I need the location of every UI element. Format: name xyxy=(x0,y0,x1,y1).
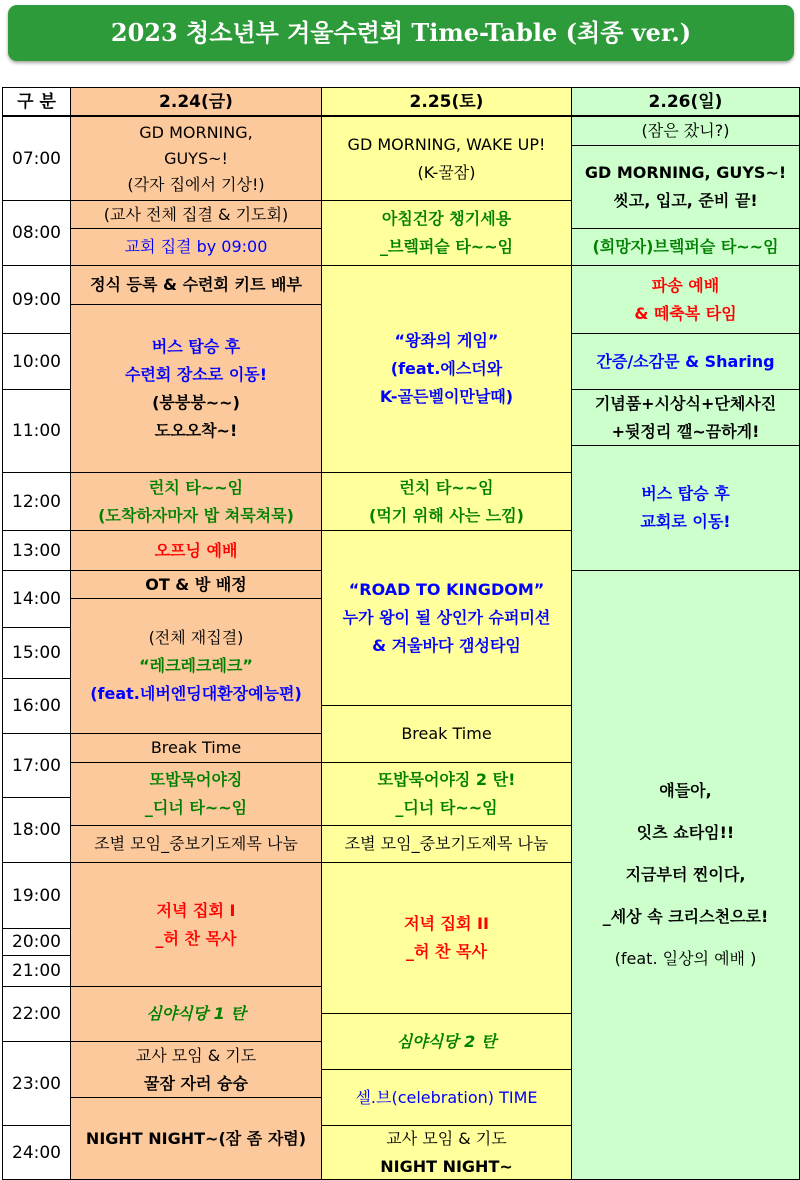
cell-line: _허 찬 목사 xyxy=(156,925,237,953)
cell-line: 조별 모임_중보기도제목 나눔 xyxy=(94,830,298,858)
day1-c13 xyxy=(70,862,322,987)
cell-line: (먹기 위해 사는 느낌) xyxy=(369,502,524,530)
cell-line: 얘들아, xyxy=(659,770,711,812)
cell-line: Break Time xyxy=(151,734,241,762)
time-slot: 12:00 xyxy=(2,472,71,531)
day1-c5 xyxy=(70,304,322,473)
cell-line: +뒷정리 깰~끔하게! xyxy=(612,418,760,446)
cell-line: & 겨울바다 갬성타임 xyxy=(372,632,521,660)
day2-c4 xyxy=(321,472,572,531)
cell-line: 셀.브(celebration) TIME xyxy=(355,1084,537,1112)
time-slot: 20:00 xyxy=(2,928,71,956)
cell-line: 버스 탑승 후 xyxy=(641,480,729,508)
cell-line: _브렠퍼슽 타~~임 xyxy=(380,233,513,261)
header-day-3: 2.26(일) xyxy=(571,87,800,116)
cell-line: (잠은 잤니?) xyxy=(642,117,730,145)
cell-line: (feat. 일상의 예배 ) xyxy=(615,938,757,980)
cell-line: GD MORNING, GUYS~! xyxy=(585,159,786,187)
cell-line: 수련회 장소로 이동! xyxy=(125,361,267,389)
cell-line: _세상 속 크리스천으로! xyxy=(603,896,769,938)
time-slot: 07:00 xyxy=(2,116,71,201)
day1-c14 xyxy=(70,986,322,1042)
day2-c8 xyxy=(321,825,572,863)
cell-line: 파송 예배 xyxy=(652,272,719,300)
cell-line: Break Time xyxy=(401,720,491,748)
cell-line: “ROAD TO KINGDOM” xyxy=(349,576,545,604)
cell-line: “레크레크레크” xyxy=(139,652,253,680)
day3-c8 xyxy=(571,570,800,1180)
day1-c3 xyxy=(70,228,322,266)
day3-c4 xyxy=(571,265,800,334)
cell-line: 아침건강 챙기세용 xyxy=(382,205,511,233)
cell-line: (feat.네버엔딩대환장예능편) xyxy=(90,680,302,708)
cell-line: (붕붕붕~~) xyxy=(152,389,240,417)
time-slot: 22:00 xyxy=(2,986,71,1042)
day3-c6 xyxy=(571,389,800,446)
cell-line: 누가 왕이 될 상인가 슈퍼미션 xyxy=(343,604,551,632)
day1-c9 xyxy=(70,598,322,734)
cell-line: 잇츠 쇼타임!! xyxy=(637,812,734,854)
cell-line: 간증/소감문 & Sharing xyxy=(596,348,774,376)
day2-c6 xyxy=(321,705,572,763)
cell-line: 교사 모임 & 기도 xyxy=(136,1042,256,1070)
day1-c2 xyxy=(70,200,322,229)
time-slot: 16:00 xyxy=(2,678,71,734)
cell-line: (각자 집에서 기상!) xyxy=(127,172,264,198)
day2-c3 xyxy=(321,265,572,473)
day2-c1 xyxy=(321,116,572,201)
day1-c4 xyxy=(70,265,322,305)
day1-c16 xyxy=(70,1097,322,1180)
time-slot: 13:00 xyxy=(2,530,71,571)
day1-c6 xyxy=(70,472,322,531)
header-day-1: 2.24(금) xyxy=(70,87,322,116)
cell-line: K-골든벨이만날때) xyxy=(380,383,513,411)
cell-line: 런치 타~~임 xyxy=(399,474,493,502)
cell-line: 심야식당 2 탄 xyxy=(397,1028,497,1056)
cell-line: 씻고, 입고, 준비 끝! xyxy=(613,187,757,215)
time-slot: 10:00 xyxy=(2,333,71,390)
day1-c10 xyxy=(70,733,322,763)
cell-line: _디너 타~~임 xyxy=(395,794,497,822)
cell-line: 교회로 이동! xyxy=(640,508,730,536)
cell-line: GUYS~! xyxy=(164,146,228,172)
cell-line: 저녁 집회 I xyxy=(157,897,236,925)
day1-c15 xyxy=(70,1041,322,1098)
time-slot: 11:00 xyxy=(2,389,71,473)
day3-c2 xyxy=(571,145,800,229)
day3-c3 xyxy=(571,228,800,266)
day3-c5 xyxy=(571,333,800,390)
cell-line: 지금부터 찐이다, xyxy=(626,854,746,896)
time-slot: 14:00 xyxy=(2,570,71,628)
time-slot: 19:00 xyxy=(2,862,71,929)
time-slot: 09:00 xyxy=(2,265,71,334)
day1-c1 xyxy=(70,116,322,201)
day2-c7 xyxy=(321,762,572,826)
time-slot: 24:00 xyxy=(2,1125,71,1180)
cell-line: “왕좌의 게임” xyxy=(395,327,499,355)
cell-line: (도착하자마자 밥 쳐묵쳐묵) xyxy=(98,502,294,530)
cell-line: 도오오착~! xyxy=(155,417,238,445)
cell-line: NIGHT NIGHT~(잠 좀 자렴) xyxy=(86,1125,306,1153)
cell-line: 런치 타~~임 xyxy=(149,474,243,502)
cell-line: (희망자)브렠퍼슽 타~~임 xyxy=(592,233,778,261)
page-title: 2023 청소년부 겨울수련회 Time-Table (최종 ver.) xyxy=(8,18,794,48)
day2-c2 xyxy=(321,200,572,266)
cell-line: (전체 재집결) xyxy=(149,624,244,652)
cell-line: NIGHT NIGHT~ xyxy=(380,1153,513,1180)
cell-line: 심야식당 1 탄 xyxy=(146,1000,246,1028)
cell-line: 교회 집결 by 09:00 xyxy=(125,233,268,261)
cell-line: 또밥묵어야징 2 탄! xyxy=(378,766,516,794)
day2-c9 xyxy=(321,862,572,1014)
day2-c5 xyxy=(321,530,572,706)
cell-line: _디너 타~~임 xyxy=(145,794,247,822)
time-slot: 23:00 xyxy=(2,1041,71,1126)
day2-c11 xyxy=(321,1069,572,1126)
day3-c7 xyxy=(571,445,800,571)
cell-line: (K-꿀잠) xyxy=(418,159,476,187)
cell-line: 또밥묵어야징 xyxy=(150,766,243,794)
day3-c1 xyxy=(571,116,800,146)
cell-line: _허 찬 목사 xyxy=(406,938,487,966)
day1-c7 xyxy=(70,530,322,571)
cell-line: 교사 모임 & 기도 xyxy=(386,1125,506,1153)
time-slot: 08:00 xyxy=(2,200,71,266)
day1-c12 xyxy=(70,825,322,863)
cell-line: GD MORNING, xyxy=(139,120,252,146)
cell-line: 정식 등록 & 수련회 키트 배부 xyxy=(90,271,302,299)
cell-line: 꿀잠 자러 슝슝 xyxy=(144,1070,248,1098)
time-slot: 15:00 xyxy=(2,627,71,679)
day2-c12 xyxy=(321,1125,572,1180)
header-day-2: 2.25(토) xyxy=(321,87,572,116)
cell-line: 저녁 집회 II xyxy=(404,910,489,938)
cell-line: OT & 방 배정 xyxy=(145,571,247,599)
cell-line: (교사 전체 집결 & 기도회) xyxy=(104,201,288,229)
time-slot: 17:00 xyxy=(2,733,71,798)
cell-line: GD MORNING, WAKE UP! xyxy=(348,131,546,159)
day2-c10 xyxy=(321,1013,572,1070)
time-slot: 21:00 xyxy=(2,955,71,987)
cell-line: 기념품+시상식+단체사진 xyxy=(595,390,776,418)
cell-line: (feat.에스더와 xyxy=(391,355,502,383)
day1-c8 xyxy=(70,570,322,599)
header-gubun: 구 분 xyxy=(2,87,71,116)
time-slot: 18:00 xyxy=(2,797,71,863)
cell-line: 오프닝 예배 xyxy=(155,537,238,565)
cell-line: 조별 모임_중보기도제목 나눔 xyxy=(345,830,549,858)
day1-c11 xyxy=(70,762,322,826)
cell-line: & 떼축복 타임 xyxy=(634,300,736,328)
cell-line: 버스 탑승 후 xyxy=(152,333,240,361)
